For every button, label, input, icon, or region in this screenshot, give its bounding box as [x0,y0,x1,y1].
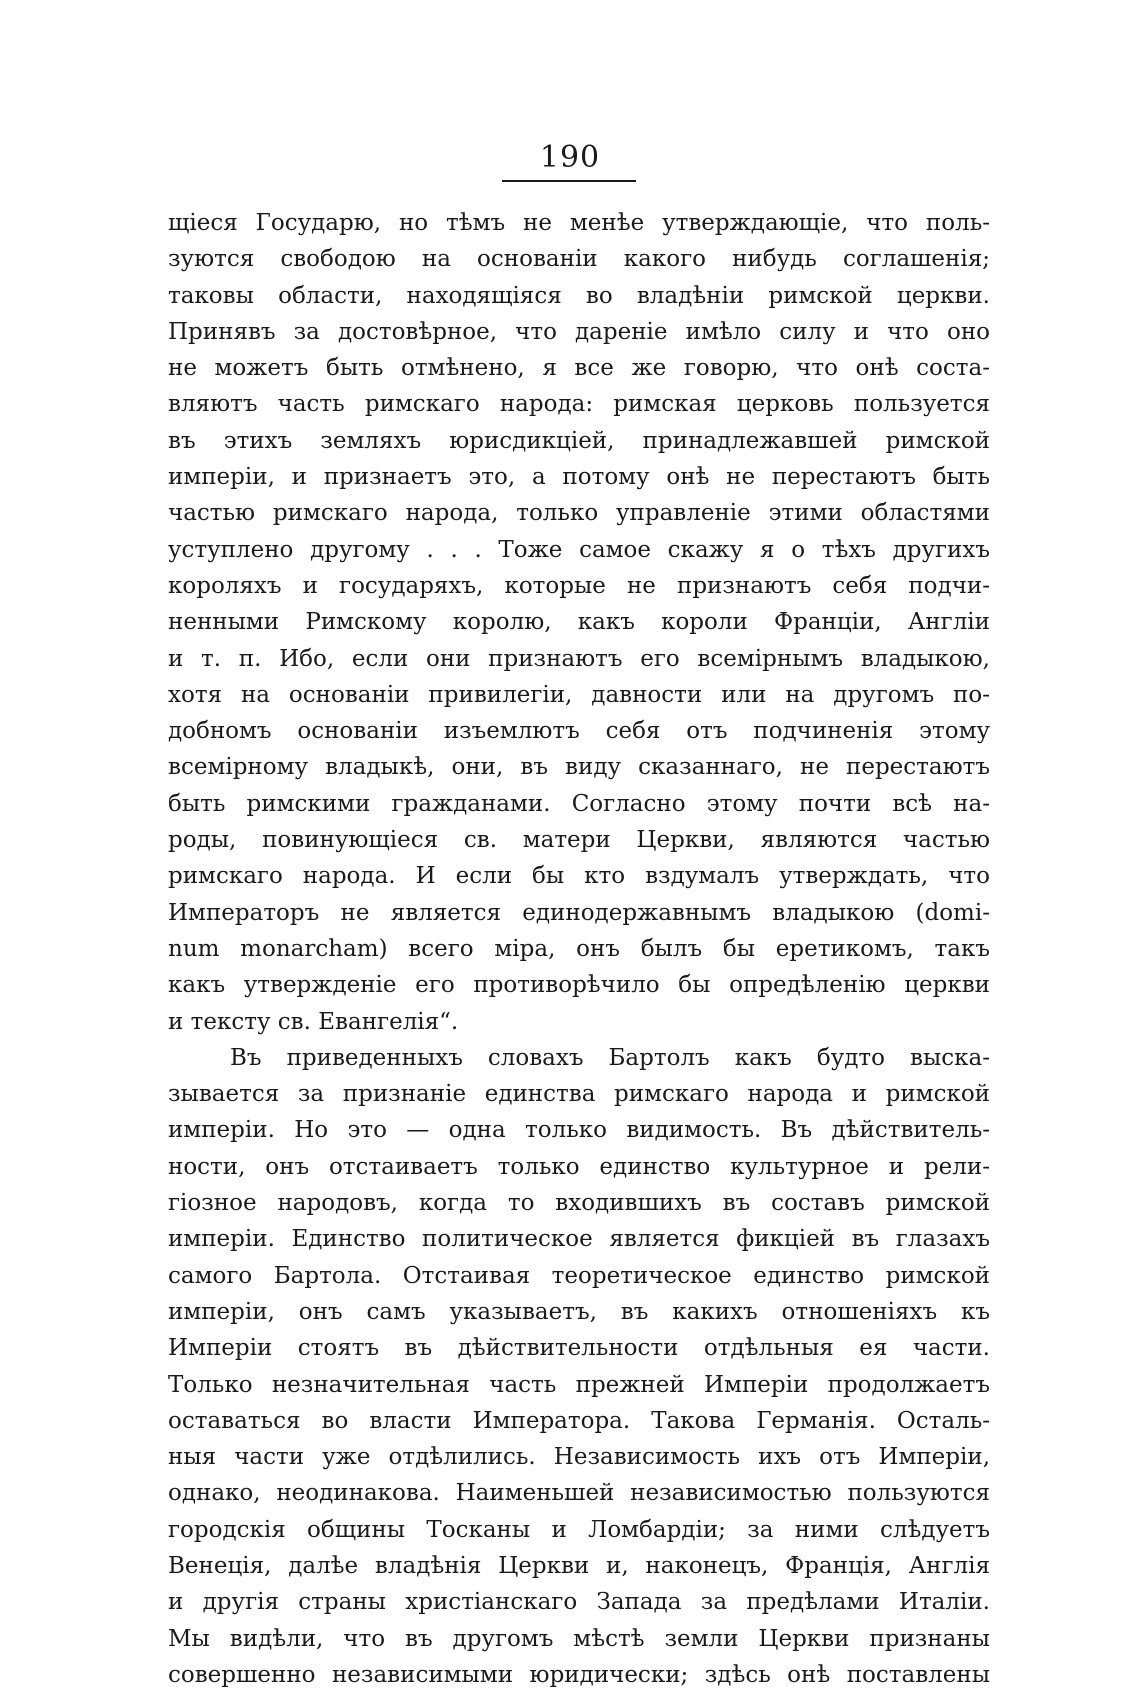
text-line: имперіи, и признаетъ это, а потому онѣ не перестаютъ быть [168,464,990,491]
text-line: зуются свободою на основаніи какого нибудь соглашенія; [168,246,990,273]
text-line: хотя на основаніи привилегіи, давности или на другомъ по- [168,681,990,708]
paragraph-1 [168,205,990,1040]
text-line: всемірному владыкѣ, они, въ виду сказаннаго, не перестаютъ [168,754,990,781]
text-line: имперіи. Единство политическое является фикціей въ глазахъ [168,1226,990,1253]
text-line: римскаго народа. И если бы кто вздумалъ утверждать, что [168,863,990,890]
text-line: самого Бартола. Отстаивая теоретическое единство римской [168,1262,990,1289]
text-line: num monarcham) всего міра, онъ былъ бы еретикомъ, такъ [168,935,990,962]
page-number-rule [502,180,636,182]
text-line: добномъ основаніи изъемлютъ себя отъ подчиненія этому [168,718,990,745]
text-line: вляютъ часть римскаго народа: римская церковь пользуется [168,391,990,418]
text-line: какъ утвержденіе его противорѣчило бы опредѣленію церкви [168,972,990,999]
text-line: не можетъ быть отмѣнено, я все же говорю, что онѣ соста- [168,355,990,382]
text-line: Въ приведенныхъ словахъ Бартолъ какъ будто выска- [230,1044,990,1071]
text-line: быть римскими гражданами. Согласно этому почти всѣ на- [168,790,990,817]
text-line: оставаться во власти Императора. Такова Германія. Осталь- [168,1407,990,1434]
text-line: и другія страны христіанскаго Запада за предѣлами Италіи. [168,1589,990,1616]
text-line: таковы области, находящіяся во владѣніи римской церкви. [168,282,990,309]
text-line: ныя части уже отдѣлились. Независимость ихъ отъ Имперіи, [168,1444,990,1471]
text-line: однако, неодинакова. Наименьшей независимостью пользуются [168,1480,990,1507]
text-line: имперіи. Но это — одна только видимость. Въ дѣйствитель- [168,1117,990,1144]
text-line: въ этихъ земляхъ юрисдикціей, принадлежавшей римской [168,427,990,454]
text-line: зывается за признаніе единства римскаго народа и римской [168,1081,990,1108]
text-line: ности, онъ отстаиваетъ только единство культурное и рели- [168,1153,990,1180]
text-line: Имперіи стоятъ въ дѣйствительности отдѣльныя ея части. [168,1335,990,1362]
text-line: имперіи, онъ самъ указываетъ, въ какихъ отношеніяхъ къ [168,1298,990,1325]
text-line: роды, повинующіеся св. матери Церкви, являются частью [168,827,990,854]
text-line: гіозное народовъ, когда то входившихъ въ составъ римской [168,1190,990,1217]
text-line: частью римскаго народа, только управленіе этими областями [168,500,990,527]
text-line: и т. п. Ибо, если они признаютъ его всемірнымъ владыкою, [168,645,990,672]
text-line: Мы видѣли, что въ другомъ мѣстѣ земли Церкви признаны [168,1625,990,1652]
text-line: Императоръ не является единодержавнымъ владыкою (domi- [168,899,990,926]
text-line: Принявъ за достовѣрное, что дареніе имѣло силу и что оно [168,318,990,345]
text-body [168,205,990,1693]
text-line: и тексту св. Евангелія“. [168,1008,459,1035]
text-line: щіеся Государю, но тѣмъ не менѣе утверждающіе, что поль- [168,210,990,236]
text-line: совершенно независимыми юридически; здѣсь онѣ поставлены [168,1661,990,1688]
text-line: ненными Римскому королю, какъ короли Франціи, Англіи [168,609,990,636]
text-line: городскія общины Тосканы и Ломбардіи; за ними слѣдуетъ [168,1516,990,1543]
text-line: Только незначительная часть прежней Имперіи продолжаетъ [168,1371,990,1398]
text-line: короляхъ и государяхъ, которые не признаютъ себя подчи- [168,572,990,599]
text-line: Венеція, далѣе владѣнія Церкви и, наконецъ, Франція, Англія [168,1552,990,1579]
page-number: 190 [539,140,601,175]
text-line: уступлено другому . . . Тоже самое скажу я о тѣхъ другихъ [168,536,990,563]
paragraph-2 [168,1040,990,1693]
